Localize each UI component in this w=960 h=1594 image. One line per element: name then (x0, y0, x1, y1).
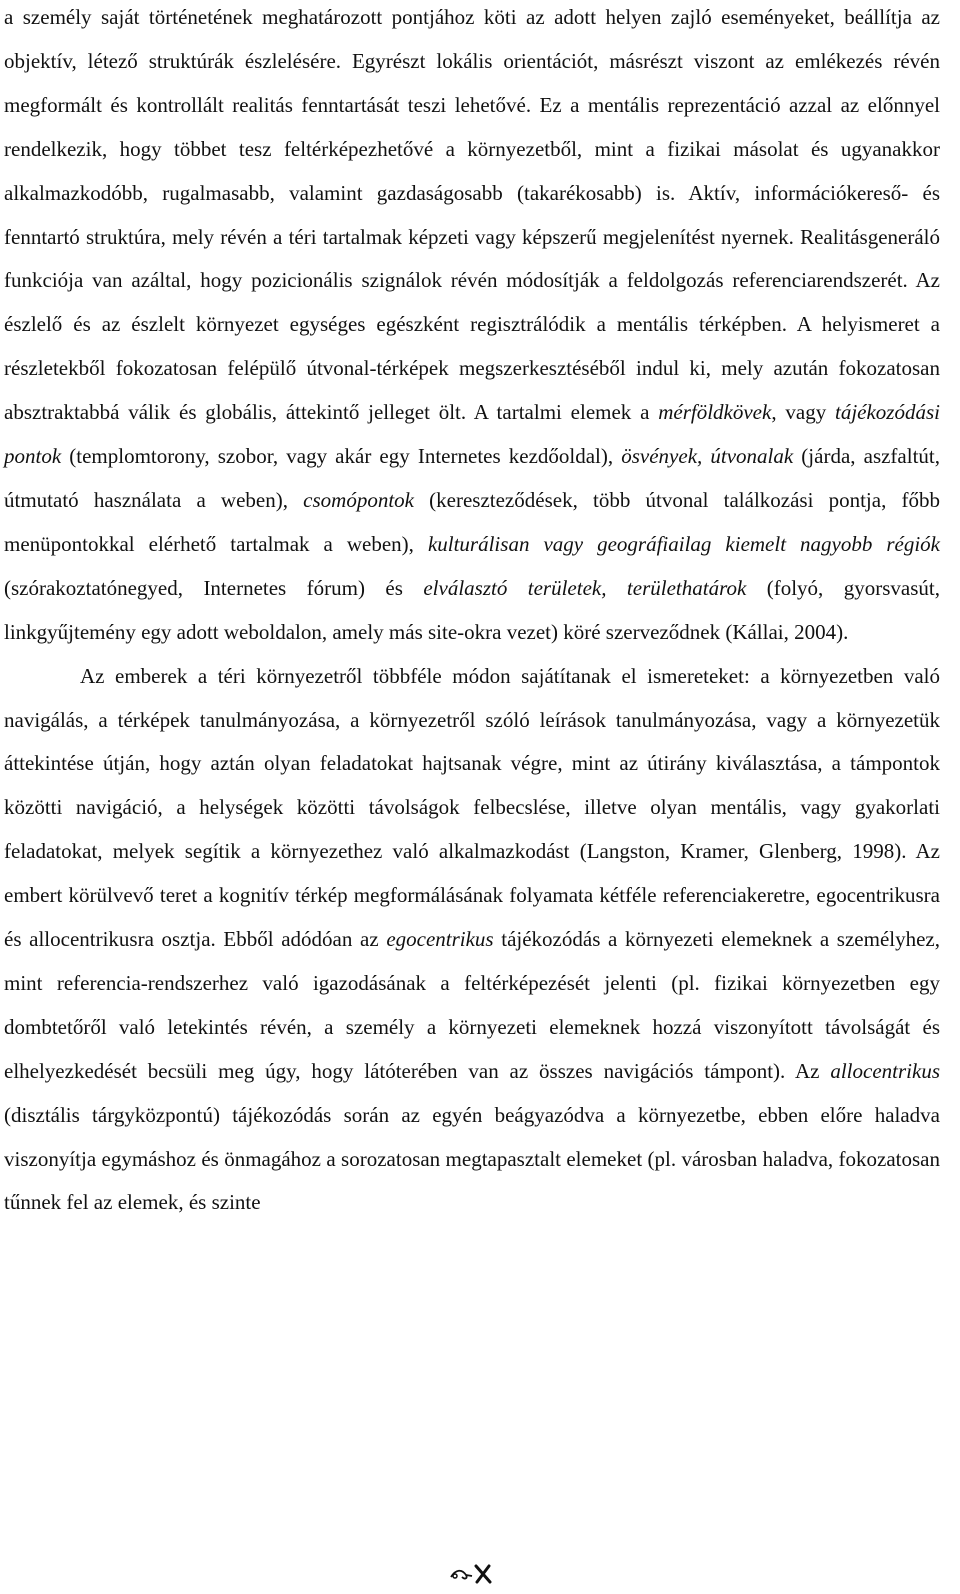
term-egocentrikus: egocentrikus (386, 927, 494, 952)
term-teruletek: elválasztó területek, területhatárok (423, 575, 747, 600)
text-run: Az emberek a téri környezetről többféle módon sajátítanak el ismereteket: a környezetben való navigálás, a térképek tanulmányozása, a környezetről szóló leírások tanulmányozása, vagy a környezetük áttekintése útján, hogy aztán olyan feladatokat hajtsanak végre, mint az útirány kiválasztása, a támpontok közötti navigáció, a helységek közötti távolságok felbecslése, illetve olyan mentális, vagy gyakorlati feladatokat, melyek segítik a környezethez való alkalmazkodást (Langston, Kramer, Glenberg, 1998). Az embert körülvevő teret a kognitív térkép megformálásának folyamata kétféle referenciakeretre, egocentrikusra és allocentrikusra osztja. Ebből adódóan az (4, 663, 940, 952)
body-text (4, 0, 940, 1225)
text-run: a személy saját történetének meghatározott pontjához köti az adott helyen zajló eseményeket, beállítja az objektív, létező struktúrák észlelésére. Egyrészt lokális orientációt, másrészt viszont az emlékezés révén megformált és kontrollált realitás fenntartását teszi lehetővé. Ez a mentális reprezentáció azzal az előnnyel rendelkezik, hogy többet tesz feltérképezhetővé a környezetből, mint a fizikai másolat és ugyanakkor alkalmazkodóbb, rugalmasabb, valamint gazdaságosabb (takarékosabb) is. Aktív, információkereső- és fenntartó struktúra, mely révén a téri tartalmak képzeti vagy képszerű megjelenítést nyernek. Realitásgeneráló funkciója van azáltal, hogy pozicionális szignálok révén módosítják a feldolgozás referenciarendszerét. Az észlelő és az észlelt környezet egységes egészként regisztrálódik a mentális térképben. A helyismeret a részletekből fokozatosan felépülő útvonal-térképek megszerkesztéséből indul ki, mely azután fokozatosan absztraktabbá válik és globális, áttekintő jelleget ölt. A tartalmi elemek a (4, 5, 940, 425)
term-tajekozodasi-pontok: tájékozódási pontok (4, 400, 940, 469)
term-merfoldkovek: mérföldkövek (658, 400, 772, 425)
text-run: , vagy (771, 400, 835, 425)
text-run: tájékozódás a környezeti elemeknek a személyhez, mint referencia-rendszerhez való igazodásának a feltérképezését jelenti (pl. fizikai környezetben egy dombtetőről való letekintés révén, a személy a környezeti elemeknek hozzá viszonyított távolságát és elhelyezkedését becsüli meg úgy, hogy látóterében van az összes navigációs támpont). Az (4, 927, 940, 1083)
term-csomopontok: csomópontok (303, 487, 414, 512)
text-run: (disztális tárgyközpontú) tájékozódás során az egyén beágyazódva a környezetbe, ebben előre haladva viszonyítja egymáshoz és önmagához a sorozatosan megtapasztalt elemeket (pl. városban haladva, fokozatosan tűnnek fel az elemek, és szinte (4, 1102, 940, 1215)
term-allocentrikus: allocentrikus (830, 1058, 940, 1083)
term-regiok: kulturálisan vagy geográfiailag kiemelt nagyobb régiók (427, 531, 941, 556)
pen-cross-icon (448, 1560, 494, 1586)
term-osvenyek: ösvények, útvonalak (621, 444, 794, 469)
text-run: (folyó, gyorsvasút, linkgyűjtemény egy adott weboldalon, amely más site-okra vezet) köré szerveződnek (Kállai, 2004). (4, 575, 940, 644)
paragraph-1 (4, 0, 940, 655)
paragraph-2 (4, 655, 940, 1226)
text-run: (templomtorony, szobor, vagy akár egy Internetes kezdőoldal), (61, 444, 622, 469)
text-run: (járda, aszfaltút, útmutató használata a weben), (4, 444, 940, 512)
pen-cross-icon-graphic (448, 1561, 494, 1585)
text-run: (kereszteződések, több útvonal találkozási pontja, főbb menüpontokkal elérhető tartalmak a weben), (4, 487, 940, 556)
text-run: (szórakoztatónegyed, Internetes fórum) és (4, 575, 424, 600)
